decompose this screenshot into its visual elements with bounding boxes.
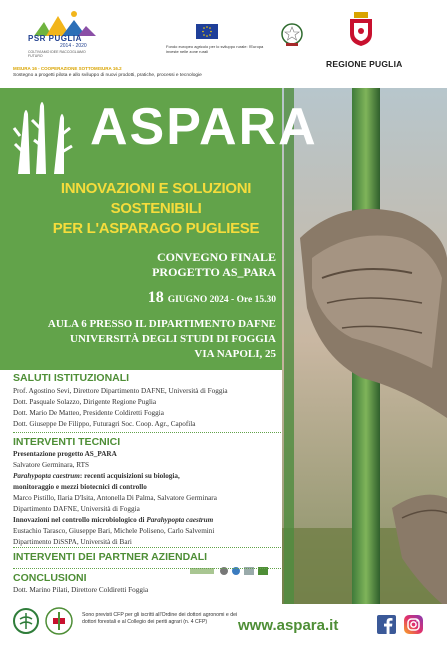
misura-label: MISURA 16 - COOPERAZIONE SOTTOMISURA 16.2 [13, 66, 122, 71]
talk-speaker: Eustachio Tarasco, Giuseppe Bari, Michele Poliseno, Carlo Salvemini [13, 527, 215, 535]
event-day: 18 [147, 289, 164, 306]
regione-puglia-shield-icon [348, 12, 374, 46]
divider [13, 568, 281, 569]
talk-title [13, 471, 217, 482]
eu-flag-icon [196, 24, 218, 39]
moth-on-asparagus-photo [282, 88, 447, 650]
psr-title: PSR PUGLIA [28, 34, 82, 43]
divider [13, 547, 281, 548]
instagram-icon[interactable] [404, 615, 423, 634]
talk-title: monitoraggio e mezzi biotecnici di controllo [13, 483, 147, 491]
page-title: ASPARA [90, 98, 318, 156]
talk-title-rest: : recenti acquisizioni su biologia, [79, 472, 180, 480]
event-date [100, 289, 276, 307]
italian-republic-emblem-icon [280, 22, 304, 48]
talk-title-italic: Parahypopta caestrum [13, 472, 80, 480]
region-name: REGIONE PUGLIA [326, 59, 403, 69]
venue-line-1: AULA 6 PRESSO IL DIPARTIMENTO DAFNE [47, 318, 276, 330]
venue-block [30, 317, 276, 362]
subtitle-line-1: INNOVAZIONI E SOLUZIONI SOSTENIBILI [60, 180, 252, 217]
partner-heading: INTERVENTI DEI PARTNER AZIENDALI [13, 551, 208, 563]
sostegno-text: Sostegno a progetti pilota e allo sviluppo di nuovi prodotti, pratiche, processi e tecnologie [13, 73, 202, 78]
talk-title-italic: Parahypopta caestrum [146, 516, 214, 524]
saluti-line: Dott. Pasquale Solazzo, Dirigente Regione Puglia [13, 398, 157, 406]
talk-department: Dipartimento DiSSPA, Università di Bari [13, 538, 132, 546]
asparagus-logo-icon [10, 96, 82, 176]
subtitle-line-2: PER L'ASPARAGO PUGLIESE [52, 220, 260, 237]
talk-title: Presentazione progetto AS_PARA [13, 450, 117, 458]
convegno-line-1: CONVEGNO FINALE [156, 250, 276, 264]
interventi-heading: INTERVENTI TECNICI [13, 436, 121, 448]
divider [13, 432, 281, 433]
talk-title-bold: Innovazioni nel controllo microbiologico di [13, 516, 147, 524]
talk-speaker: Marco Pistillo, Ilaria D'Isita, Antonella Di Palma, Salvatore Germinara [13, 494, 217, 502]
venue-line-3: VIA NAPOLI, 25 [194, 348, 276, 360]
talk-speaker: Salvatore Germinara, RTS [13, 461, 90, 469]
saluti-line: Dott. Mario De Matteo, Presidente Coldiretti Foggia [13, 409, 164, 417]
convegno-line-2: PROGETTO AS_PARA [152, 265, 276, 279]
ordine-agronomi-logo-icon [12, 606, 40, 636]
convegno-block [96, 250, 276, 280]
website-link[interactable]: www.aspara.it [238, 617, 339, 634]
eu-fund-text: Fondo europeo agricolo per lo sviluppo rurale: l'Europa investe nelle zone rurali [166, 44, 264, 54]
talk-department: Dipartimento DAFNE, Università di Foggia [13, 505, 140, 513]
collegio-periti-logo-icon [44, 606, 74, 636]
event-date-rest: GIUGNO 2024 - Ore 15.30 [167, 295, 276, 305]
interventi-list [13, 449, 217, 548]
saluti-line: Prof. Agostino Sevi, Direttore Dipartimento DAFNE, Università di Foggia [13, 387, 228, 395]
venue-line-2: UNIVERSITÀ DEGLI STUDI DI FOGGIA [70, 333, 276, 345]
saluti-list [13, 386, 228, 430]
conclusioni-line: Dott. Marino Pilati, Direttore Coldiretti Foggia [13, 586, 149, 594]
saluti-line: Dott. Giuseppe De Filippo, Futuragri Soc. Coop. Agr., Capofila [13, 420, 196, 428]
psr-years: 2014 - 2020 [60, 43, 87, 49]
subtitle [27, 179, 285, 239]
facebook-icon[interactable] [377, 615, 396, 634]
cfp-notice: Sono previsti CFP per gli iscritti all'Ordine dei dottori agronomi e dei dottori forestali e al Collegio dei periti agrari (n. 4 CFP) [82, 612, 238, 625]
psr-subtitle: COLTIVIAMO IDEE RACCOGLIAMO FUTURO [28, 50, 86, 58]
saluti-heading: SALUTI ISTITUZIONALI [13, 372, 130, 384]
conclusioni-heading: CONCLUSIONI [13, 572, 87, 584]
talk-title [13, 515, 217, 526]
